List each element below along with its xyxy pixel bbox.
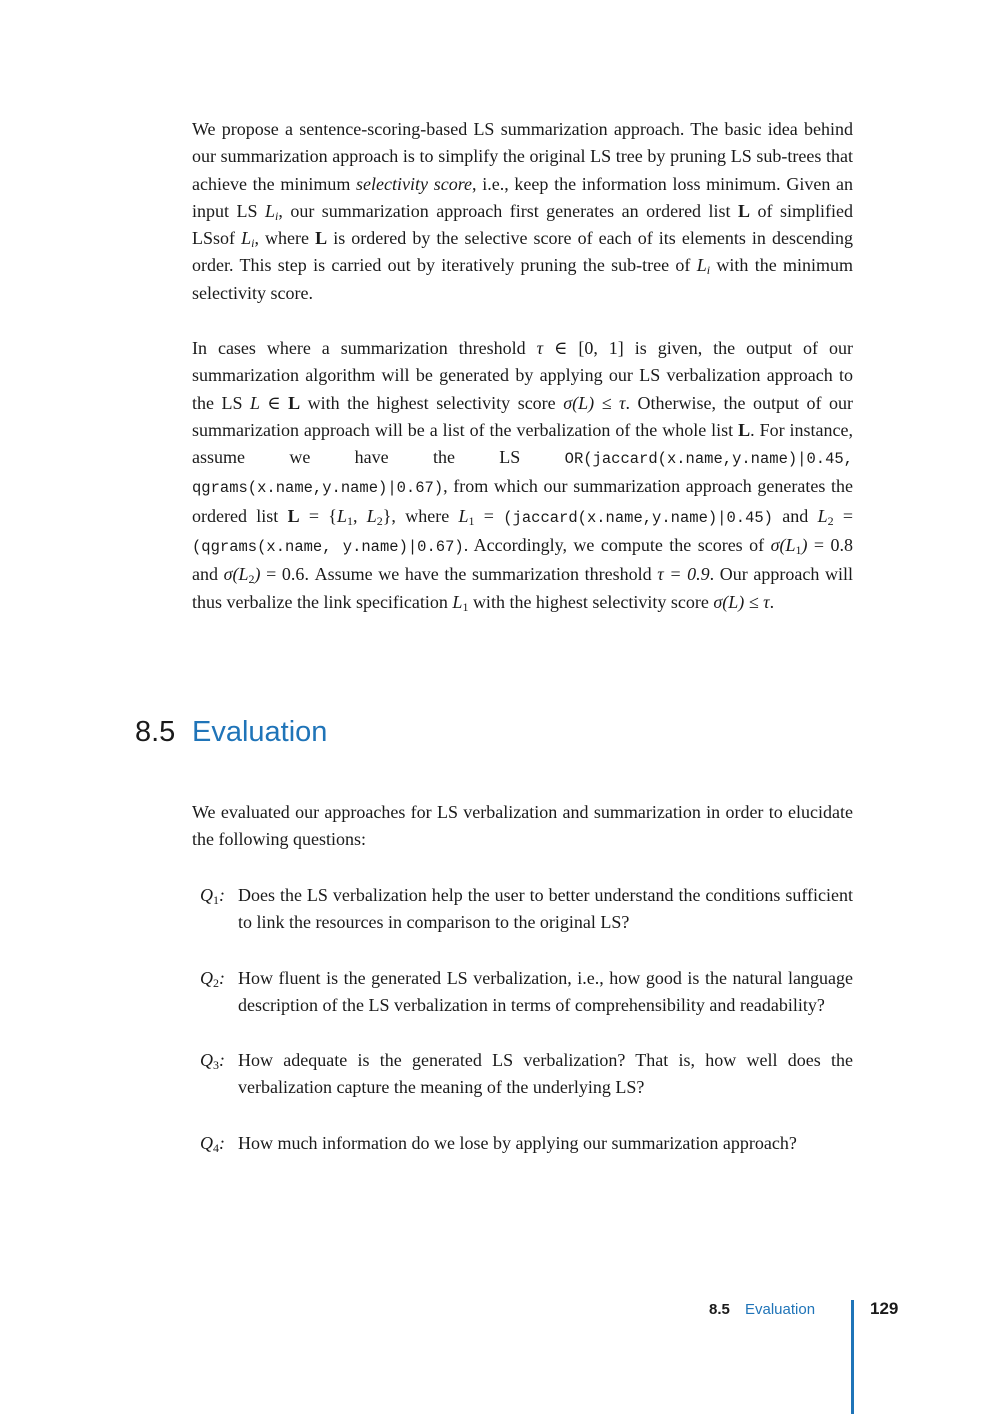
question-item [200, 965, 853, 1020]
math-sigma-L2: $\sigma(L_2) = 0.6$ [223, 564, 305, 587]
text-run: . [769, 591, 775, 612]
math-eq: = [833, 505, 854, 526]
math-bold-L: L [738, 200, 751, 221]
page-number: 129 [870, 1299, 899, 1318]
math-eq: = [474, 505, 504, 526]
text-run: . Our approach will thus verbalize the link specification [192, 564, 853, 612]
math-L-in: L ∈ [250, 392, 289, 413]
text-run: with the highest selectivity score [300, 392, 564, 413]
math-L2: $L_2$ [366, 505, 383, 528]
text-run: , i.e., keep the information loss minimum. Given an input LS [192, 173, 854, 221]
math-bold-L: L [287, 505, 300, 526]
paragraph-summarization-intro [192, 116, 853, 307]
text-run: with the minimum selectivity score. [192, 255, 853, 303]
text-run: , where [254, 228, 316, 249]
question-item [200, 1047, 853, 1102]
footer-section-number: 8.5 [709, 1301, 730, 1318]
text-run: . For instance, assume we have the LS [192, 419, 854, 468]
paragraph-evaluation-intro [192, 799, 853, 854]
question-label: $Q_1$: [200, 885, 225, 907]
math-interval: [0, 1] [578, 338, 624, 358]
section-heading [135, 712, 327, 752]
text-run: , our summarization approach first generates an ordered list [278, 200, 739, 221]
emph-selectivity-score: selectivity score [356, 173, 473, 194]
math-bold-L: L [738, 419, 751, 440]
math-bold-L: L [288, 392, 301, 413]
text-run: , where [391, 505, 459, 526]
code-L1: (jaccard(x.name,y.name)|0.45) [503, 508, 773, 527]
math-tau-eq: τ = 0.9 [657, 564, 710, 585]
math-in: ∈ [543, 338, 579, 358]
math-Li: $L_i$ [264, 200, 279, 223]
section-number: 8.5 [135, 716, 176, 748]
evaluation-intro-text: We evaluated our approaches for LS verbalization and summarization in order to elucidate the following questions: [192, 802, 853, 850]
footer-section-title: Evaluation [745, 1301, 816, 1318]
math-comma: , [352, 505, 367, 526]
question-label: $Q_3$: [200, 1050, 225, 1073]
math-sigma-le-tau: σ(L) ≤ τ [563, 392, 626, 413]
math-tau: τ [536, 338, 544, 358]
code-L2: (qgrams(x.name, y.name)|0.67) [192, 538, 464, 557]
text-run: of simplified LSsof [192, 200, 853, 249]
text-run: is ordered by the selective score of each of its elements in descending order. This step is carried out by iteratively pruning the sub-tree of [192, 228, 853, 276]
math-Li: $L_i$ [241, 228, 255, 251]
math-sigma-L1: $\sigma(L_1) = 0.8$ [770, 535, 854, 558]
math-L2: $L_2$ [817, 505, 834, 528]
footer-divider [851, 1300, 854, 1414]
text-run: We propose a sentence-scoring-based LS summarization approach. The basic idea behind our summarization approach is to simplify the original LS tree by pruning LS sub-trees that achieve the minimum [192, 119, 853, 194]
code-ls-example: OR(jaccard(x.name,y.name)|0.45, qgrams(x.name,y.name)|0.67) [192, 450, 853, 498]
text-run: . Assume we have the summarization threshold [304, 564, 658, 585]
text-run: and [772, 505, 818, 526]
math-bold-L: L [315, 228, 328, 249]
section-title: Evaluation [192, 716, 328, 748]
question-text: Does the LS verbalization help the user to better understand the conditions sufficient to link the resources in comparison to the original LS? [238, 885, 853, 933]
question-text: How adequate is the generated LS verbalization? That is, how well does the verbalization capture the meaning of the underlying LS? [238, 1050, 853, 1098]
paragraph-summarization-threshold [192, 335, 853, 616]
math-L1: $L_1$ [452, 591, 469, 614]
question-text: How fluent is the generated LS verbalization, i.e., how good is the natural language description of the LS verbalization in terms of comprehensibility and readability? [238, 967, 853, 1015]
question-item [200, 1130, 853, 1157]
question-item [200, 882, 853, 937]
math-brace: } [382, 505, 392, 526]
question-label: $Q_2$: [200, 967, 225, 990]
math-Li: $L_i$ [696, 255, 711, 278]
question-list [200, 882, 853, 1157]
text-run: . Otherwise, the output of our summarization approach will be a list of the verbalization of the whole list [192, 392, 854, 440]
math-sigma-le-tau: σ(L) ≤ τ [713, 591, 770, 612]
text-run: is given, the output of our summarization algorithm will be generated by applying our LS verbalization approach to the LS [192, 338, 854, 413]
text-run: and [192, 564, 224, 585]
math-L1: $L_1$ [336, 505, 353, 528]
text-run: In cases where a summarization threshold [192, 338, 537, 358]
question-text: How much information do we lose by applying our summarization approach? [238, 1132, 797, 1153]
text-run: . Accordingly, we compute the scores of [463, 535, 771, 556]
text-run: with the highest selectivity score [468, 591, 714, 612]
text-run: , from which our summarization approach generates the ordered list [192, 476, 853, 526]
math-set-eq: = { [299, 505, 337, 526]
question-label: $Q_4$: [200, 1132, 225, 1155]
math-L1: $L_1$ [458, 505, 475, 528]
